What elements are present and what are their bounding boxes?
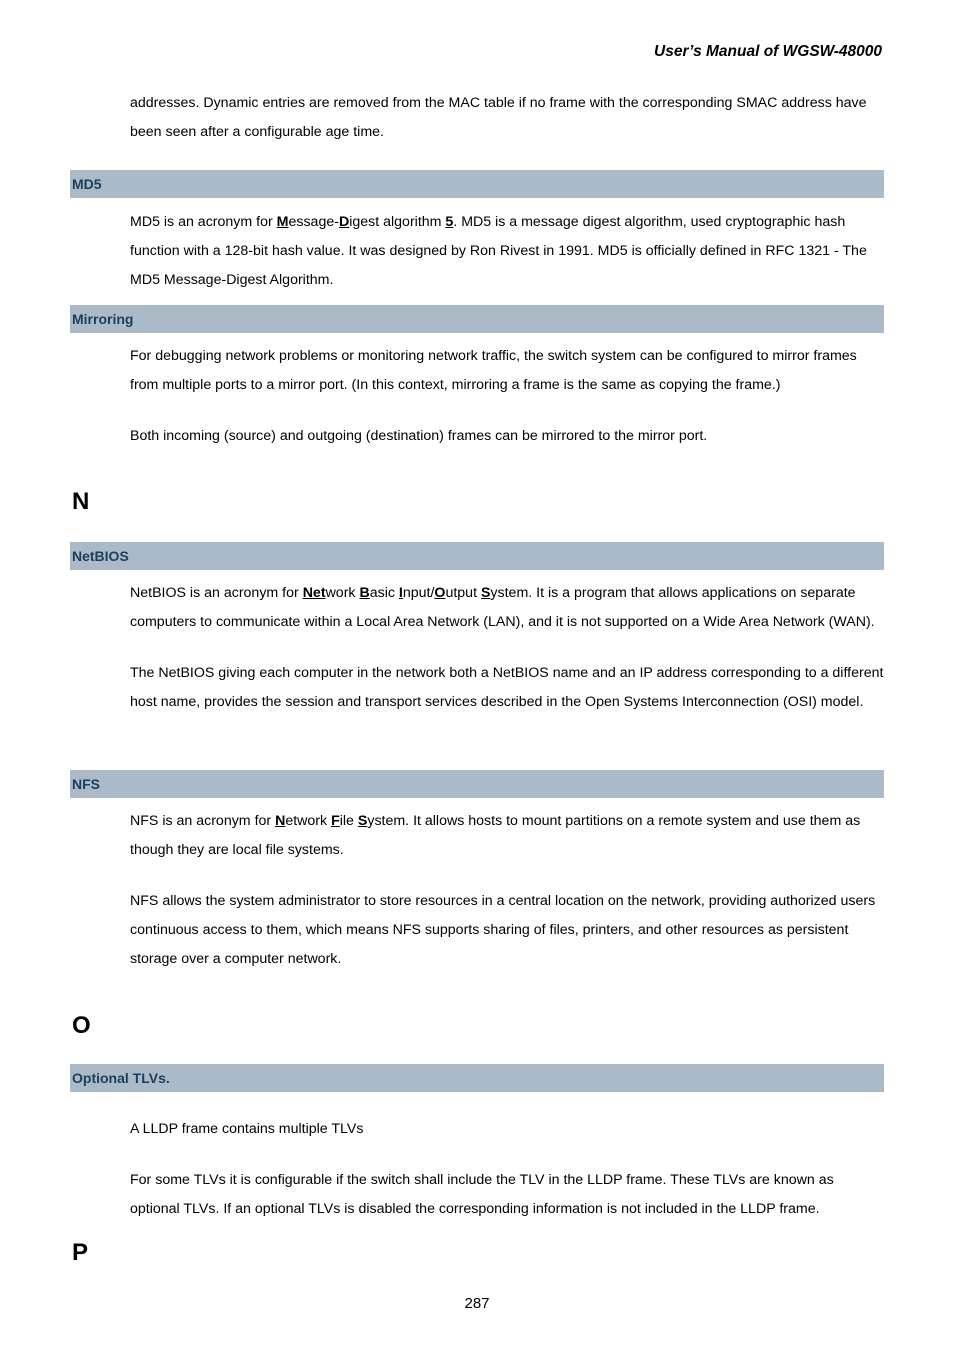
page-number: 287 [464, 1295, 490, 1312]
section-letter-o: O [72, 1012, 91, 1039]
md5-paragraph: MD5 is an acronym for Message-Digest algorithm 5. MD5 is a message digest algorithm, used cryptographic hash function with a 128-bit hash value. It was designed by Ron Rivest in 1991. MD5 is officially defined in RFC 1321 - The MD5 Message-Digest Algorithm. [130, 214, 867, 288]
term-optional-tlvs: Optional TLVs. [72, 1070, 170, 1086]
term-nfs: NFS [72, 776, 100, 792]
term-bar-mirroring [70, 305, 884, 333]
intro-paragraph: addresses. Dynamic entries are removed from the MAC table if no frame with the corresponding SMAC address have been seen after a configurable age time. [130, 95, 867, 140]
optional-tlvs-paragraph-2: For some TLVs it is configurable if the switch shall include the TLV in the LLDP frame. These TLVs are known as optional TLVs. If an optional TLVs is disabled the corresponding information is not included in the LLDP frame. [130, 1172, 834, 1217]
netbios-paragraph-1: NetBIOS is an acronym for Network Basic Input/Output System. It is a program that allows applications on separate computers to communicate within a Local Area Network (LAN), and it is not supported on a Wide Area Network (WAN). [130, 585, 875, 630]
term-bar-netbios [70, 542, 884, 570]
mirroring-paragraph-2: Both incoming (source) and outgoing (destination) frames can be mirrored to the mirror port. [130, 428, 708, 444]
section-letter-p: P [72, 1239, 89, 1266]
mirroring-paragraph-1: For debugging network problems or monitoring network traffic, the switch system can be configured to mirror frames from multiple ports to a mirror port. (In this context, mirroring a frame is the same as copying the frame.) [130, 348, 857, 393]
term-mirroring: Mirroring [72, 311, 134, 327]
section-letter-n: N [72, 488, 90, 515]
optional-tlvs-paragraph-1: A LLDP frame contains multiple TLVs [130, 1121, 364, 1137]
page-header-title: User’s Manual of WGSW-48000 [654, 43, 882, 60]
term-netbios: NetBIOS [72, 548, 129, 564]
netbios-paragraph-2: The NetBIOS giving each computer in the network both a NetBIOS name and an IP address corresponding to a different host name, provides the session and transport services described in the Open Systems Interconnection (OSI) model. [130, 665, 884, 710]
term-md5: MD5 [72, 176, 102, 192]
term-bar-md5 [70, 170, 884, 198]
nfs-paragraph-2: NFS allows the system administrator to store resources in a central location on the network, providing authorized users continuous access to them, which means NFS supports sharing of files, printers, and other resources as persistent storage over a computer network. [130, 893, 876, 967]
term-bar-optional-tlvs [70, 1064, 884, 1092]
nfs-paragraph-1: NFS is an acronym for Network File System. It allows hosts to mount partitions on a remote system and use them as though they are local file systems. [130, 813, 861, 858]
term-bar-nfs [70, 770, 884, 798]
